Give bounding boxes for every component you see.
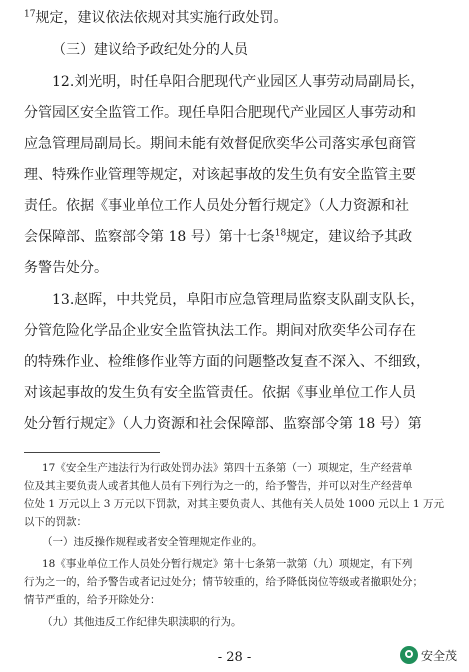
- footnote-17-line-4: 以下的罚款：: [24, 516, 87, 528]
- footnote-17-line-3: 位处 1 万元以上 3 万元以下罚款，对其主要负责人、其他有关人员处 1000 元以上 1 万元: [24, 498, 444, 510]
- watermark-logo: [396, 644, 461, 666]
- footnote-18-line-1: 18《事业单位工作人员处分暂行规定》第十七条第一款第（九）项规定，有下列: [42, 558, 413, 570]
- body-line-5: 应急管理局副局长。期间未能有效督促欣奕华公司落实承包商管: [24, 136, 416, 152]
- footnote-17-line-1: 17《安全生产违法行为行政处罚办法》第四十五条第（一）项规定，生产经营单: [42, 462, 413, 474]
- footnote-17-line-2: 位及其主要负责人或者其他人员有下列行为之一的，给予警告，并可以对生产经营单: [24, 480, 413, 492]
- body-line-3: 12.刘光明，时任阜阳合肥现代产业园区人事劳动局副局长，: [52, 74, 425, 90]
- page-number: - 28 -: [217, 650, 252, 665]
- body-line-10: 13.赵晖，中共党员，阜阳市应急管理局监察支队副支队长，: [52, 292, 425, 308]
- section-heading-3: （三）建议给予政纪处分的人员: [52, 42, 248, 58]
- body-line-1: $^{17}$规定，建议依法依规对其实施行政处罚。: [24, 9, 288, 26]
- body-line-11: 分管危险化学品企业安全监管执法工作。期间对欣奕华公司存在: [24, 323, 416, 339]
- footnote-ref-18: 18: [274, 228, 287, 239]
- body-line-14: 处分暂行规定》（人力资源和社会保障部、监察部令第 18 号）第: [24, 416, 422, 432]
- watermark-text: 安全茂: [420, 648, 457, 663]
- body-line-8: 会保障部、监察部令第 18 号）第十七条$^{18}$规定，建议给予其政: [24, 228, 413, 245]
- footnote-17-item-1: （一）违反操作规程或者安全管理规定作业的。: [42, 536, 263, 548]
- footnote-18-line-3: 情节严重的，给予开除处分：: [24, 594, 161, 606]
- footnote-ref-17: 17: [24, 9, 36, 20]
- body-line-6: 理、特殊作业管理等规定，对该起事故的发生负有安全监管主要: [24, 167, 416, 183]
- footnote-18-line-2: 行为之一的，给予警告或者记过处分；情节较重的，给予降低岗位等级或者撤职处分；: [24, 576, 423, 588]
- body-line-9: 务警告处分。: [24, 260, 108, 276]
- wechat-logo-icon: [400, 646, 418, 664]
- body-line-12: 的特殊作业、检维修作业等方面的问题整改复查不深入、不细致，: [24, 354, 430, 370]
- footnote-divider: [24, 452, 160, 453]
- footnote-18-item-9: （九）其他违反工作纪律失职渎职的行为。: [42, 616, 242, 628]
- body-line-4: 分管园区安全监管工作。现任阜阳合肥现代产业园区人事劳动和: [24, 105, 416, 121]
- body-line-13: 对该起事故的发生负有安全监管责任。依据《事业单位工作人员: [24, 385, 416, 401]
- body-line-7: 责任。依据《事业单位工作人员处分暂行规定》（人力资源和社: [24, 198, 409, 214]
